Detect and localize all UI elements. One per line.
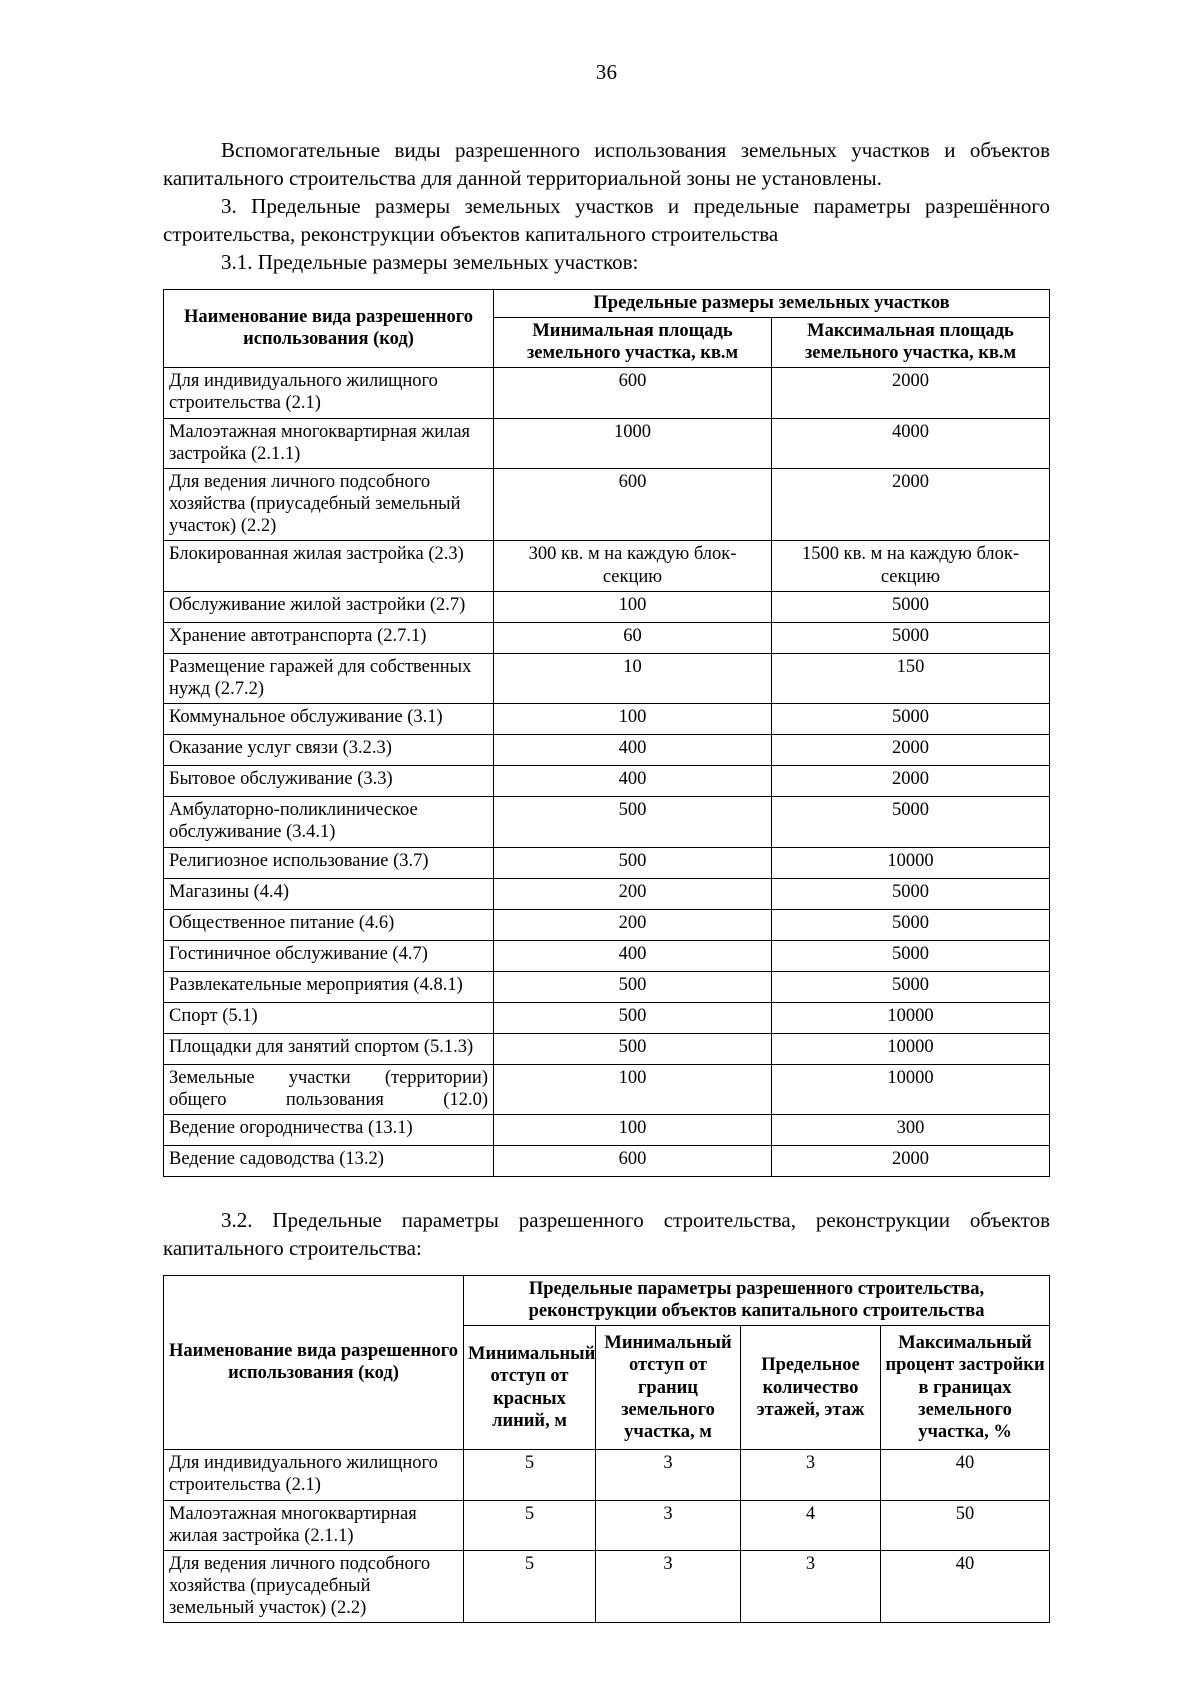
table1-header-row-1 xyxy=(164,289,1050,317)
table1-cell-max: 10000 xyxy=(772,1033,1050,1064)
table1-cell-max: 2000 xyxy=(772,468,1050,541)
table1-cell-name: Гостиничное обслуживание (4.7) xyxy=(164,940,494,971)
table-row xyxy=(164,1450,1050,1500)
table1-cell-name: Спорт (5.1) xyxy=(164,1002,494,1033)
table-row xyxy=(164,1064,1050,1114)
table2-cell-v3: 3 xyxy=(741,1450,881,1500)
table2-cell-v4: 40 xyxy=(881,1450,1050,1500)
table1-cell-max: 150 xyxy=(772,653,1050,703)
table-row xyxy=(164,1002,1050,1033)
table-row xyxy=(164,704,1050,735)
construction-parameters-table xyxy=(163,1275,1050,1624)
table2-cell-name: Для ведения личного подсобного хозяйства (приусадебный земельный участок) (2.2) xyxy=(164,1550,464,1623)
table-row xyxy=(164,1145,1050,1176)
table-row xyxy=(164,940,1050,971)
land-plot-sizes-table xyxy=(163,289,1050,1177)
table-row xyxy=(164,653,1050,703)
table1-header xyxy=(164,289,1050,368)
table-row xyxy=(164,591,1050,622)
table1-cell-min: 500 xyxy=(494,1033,772,1064)
table1-cell-min: 500 xyxy=(494,847,772,878)
table1-cell-min: 200 xyxy=(494,909,772,940)
table-row xyxy=(164,1500,1050,1550)
table1-cell-max: 10000 xyxy=(772,847,1050,878)
table-row xyxy=(164,1033,1050,1064)
table1-cell-name: Амбулаторно-поликлиническое обслуживание (3.4.1) xyxy=(164,797,494,847)
table1-cell-min: 1000 xyxy=(494,418,772,468)
table-row xyxy=(164,468,1050,541)
table2-cell-v2: 3 xyxy=(596,1550,741,1623)
table1-cell-min: 10 xyxy=(494,653,772,703)
table2-col4-header: Максимальный процент застройки в границах земельного участка, % xyxy=(881,1326,1050,1450)
table1-cell-name: Оказание услуг связи (3.2.3) xyxy=(164,735,494,766)
table-row xyxy=(164,418,1050,468)
table1-group-header: Предельные размеры земельных участков xyxy=(494,289,1050,317)
table2-cell-v1: 5 xyxy=(464,1500,596,1550)
table2-cell-v2: 3 xyxy=(596,1500,741,1550)
table1-body xyxy=(164,368,1050,1177)
table1-cell-name: Размещение гаражей для собственных нужд (2.7.2) xyxy=(164,653,494,703)
table1-cell-name: Ведение садоводства (13.2) xyxy=(164,1145,494,1176)
intro-paragraph-2: 3. Предельные размеры земельных участков и предельные параметры разрешённого строительства, реконструкции объектов капитального строительства xyxy=(163,193,1050,246)
table1-cell-max: 5000 xyxy=(772,704,1050,735)
table-row xyxy=(164,541,1050,591)
table-row xyxy=(164,1114,1050,1145)
intro-paragraph-1: Вспомогательные виды разрешенного использования земельных участков и объектов капитального строительства для данной территориальной зоны не установлены. xyxy=(163,138,1050,190)
table2-cell-v4: 40 xyxy=(881,1550,1050,1623)
table1-cell-min: 60 xyxy=(494,622,772,653)
table-row xyxy=(164,1550,1050,1623)
table-row xyxy=(164,909,1050,940)
table1-cell-name: Для ведения личного подсобного хозяйства (приусадебный земельный участок) (2.2) xyxy=(164,468,494,541)
table-row xyxy=(164,622,1050,653)
table-row xyxy=(164,797,1050,847)
table1-cell-name: Обслуживание жилой застройки (2.7) xyxy=(164,591,494,622)
table2-cell-v1: 5 xyxy=(464,1550,596,1623)
table1-cell-max: 2000 xyxy=(772,368,1050,418)
table1-cell-max: 2000 xyxy=(772,1145,1050,1176)
table1-cell-name: Для индивидуального жилищного строительства (2.1) xyxy=(164,368,494,418)
table2-body xyxy=(164,1450,1050,1623)
table1-cell-max: 10000 xyxy=(772,1002,1050,1033)
table1-cell-min: 400 xyxy=(494,735,772,766)
table1-cell-name: Малоэтажная многоквартирная жилая застройка (2.1.1) xyxy=(164,418,494,468)
table2-col2-header: Минимальный отступ от границ земельного участка, м xyxy=(596,1326,741,1450)
table1-cell-name: Коммунальное обслуживание (3.1) xyxy=(164,704,494,735)
table1-cell-name: Хранение автотранспорта (2.7.1) xyxy=(164,622,494,653)
table1-cell-name: Земельные участки (территории) общего пользования (12.0) xyxy=(164,1064,494,1114)
table1-cell-max: 10000 xyxy=(772,1064,1050,1114)
table1-col1-header: Минимальная площадь земельного участка, кв.м xyxy=(494,317,772,367)
table1-cell-min: 500 xyxy=(494,797,772,847)
table-row xyxy=(164,735,1050,766)
table-row xyxy=(164,766,1050,797)
table1-cell-min: 600 xyxy=(494,468,772,541)
table1-cell-name: Бытовое обслуживание (3.3) xyxy=(164,766,494,797)
table1-cell-max: 5000 xyxy=(772,940,1050,971)
table1-cell-name: Магазины (4.4) xyxy=(164,878,494,909)
table-row xyxy=(164,847,1050,878)
table1-cell-max: 5000 xyxy=(772,909,1050,940)
table2-col1-header: Минимальный отступ от красных линий, м xyxy=(464,1326,596,1450)
table1-cell-max: 5000 xyxy=(772,971,1050,1002)
table1-cell-min: 200 xyxy=(494,878,772,909)
table1-cell-min: 100 xyxy=(494,591,772,622)
table2-cell-v1: 5 xyxy=(464,1450,596,1500)
table1-cell-max: 5000 xyxy=(772,591,1050,622)
table2-cell-v3: 4 xyxy=(741,1500,881,1550)
table1-cell-min: 600 xyxy=(494,1145,772,1176)
table2-cell-v3: 3 xyxy=(741,1550,881,1623)
table1-cell-max: 5000 xyxy=(772,797,1050,847)
table1-cell-min: 400 xyxy=(494,766,772,797)
table-row xyxy=(164,368,1050,418)
table-row xyxy=(164,971,1050,1002)
page-number: 36 xyxy=(595,60,618,84)
section-3-2-heading: 3.2. Предельные параметры разрешенного строительства, реконструкции объектов капитального строительства: xyxy=(163,1207,1050,1260)
table1-cell-max: 2000 xyxy=(772,735,1050,766)
intro-paragraph-3: 3.1. Предельные размеры земельных участков: xyxy=(221,249,639,274)
table1-cell-max: 1500 кв. м на каждую блок-секцию xyxy=(772,541,1050,591)
table1-cell-name: Развлекательные мероприятия (4.8.1) xyxy=(164,971,494,1002)
table1-cell-min: 100 xyxy=(494,1114,772,1145)
table2-header-row-1 xyxy=(164,1275,1050,1325)
table1-cell-min: 100 xyxy=(494,704,772,735)
table1-cell-max: 5000 xyxy=(772,622,1050,653)
table1-cell-name: Площадки для занятий спортом (5.1.3) xyxy=(164,1033,494,1064)
table2-col3-header: Предельное количество этажей, этаж xyxy=(741,1326,881,1450)
table2-cell-name: Малоэтажная многоквартирная жилая застройка (2.1.1) xyxy=(164,1500,464,1550)
table1-cell-min: 100 xyxy=(494,1064,772,1114)
table1-cell-name: Блокированная жилая застройка (2.3) xyxy=(164,541,494,591)
table1-cell-max: 5000 xyxy=(772,878,1050,909)
table2-cell-v4: 50 xyxy=(881,1500,1050,1550)
table1-cell-name: Религиозное использование (3.7) xyxy=(164,847,494,878)
table1-cell-min: 500 xyxy=(494,1002,772,1033)
table1-cell-name: Ведение огородничества (13.1) xyxy=(164,1114,494,1145)
table1-cell-min: 300 кв. м на каждую блок-секцию xyxy=(494,541,772,591)
table1-cell-name: Общественное питание (4.6) xyxy=(164,909,494,940)
table1-cell-min: 500 xyxy=(494,971,772,1002)
table1-cell-min: 600 xyxy=(494,368,772,418)
table2-header xyxy=(164,1275,1050,1449)
table1-cell-max: 2000 xyxy=(772,766,1050,797)
table1-col2-header: Максимальная площадь земельного участка, кв.м xyxy=(772,317,1050,367)
table-row xyxy=(164,878,1050,909)
table1-cell-min: 400 xyxy=(494,940,772,971)
table1-cell-max: 300 xyxy=(772,1114,1050,1145)
table2-group-header: Предельные параметры разрешенного строительства, реконструкции объектов капитального строительства xyxy=(464,1275,1050,1325)
table1-col0-header: Наименование вида разрешенного использования (код) xyxy=(164,289,494,368)
table1-cell-max: 4000 xyxy=(772,418,1050,468)
table2-cell-name: Для индивидуального жилищного строительства (2.1) xyxy=(164,1450,464,1500)
table2-col0-header: Наименование вида разрешенного использования (код) xyxy=(164,1275,464,1449)
table2-cell-v2: 3 xyxy=(596,1450,741,1500)
